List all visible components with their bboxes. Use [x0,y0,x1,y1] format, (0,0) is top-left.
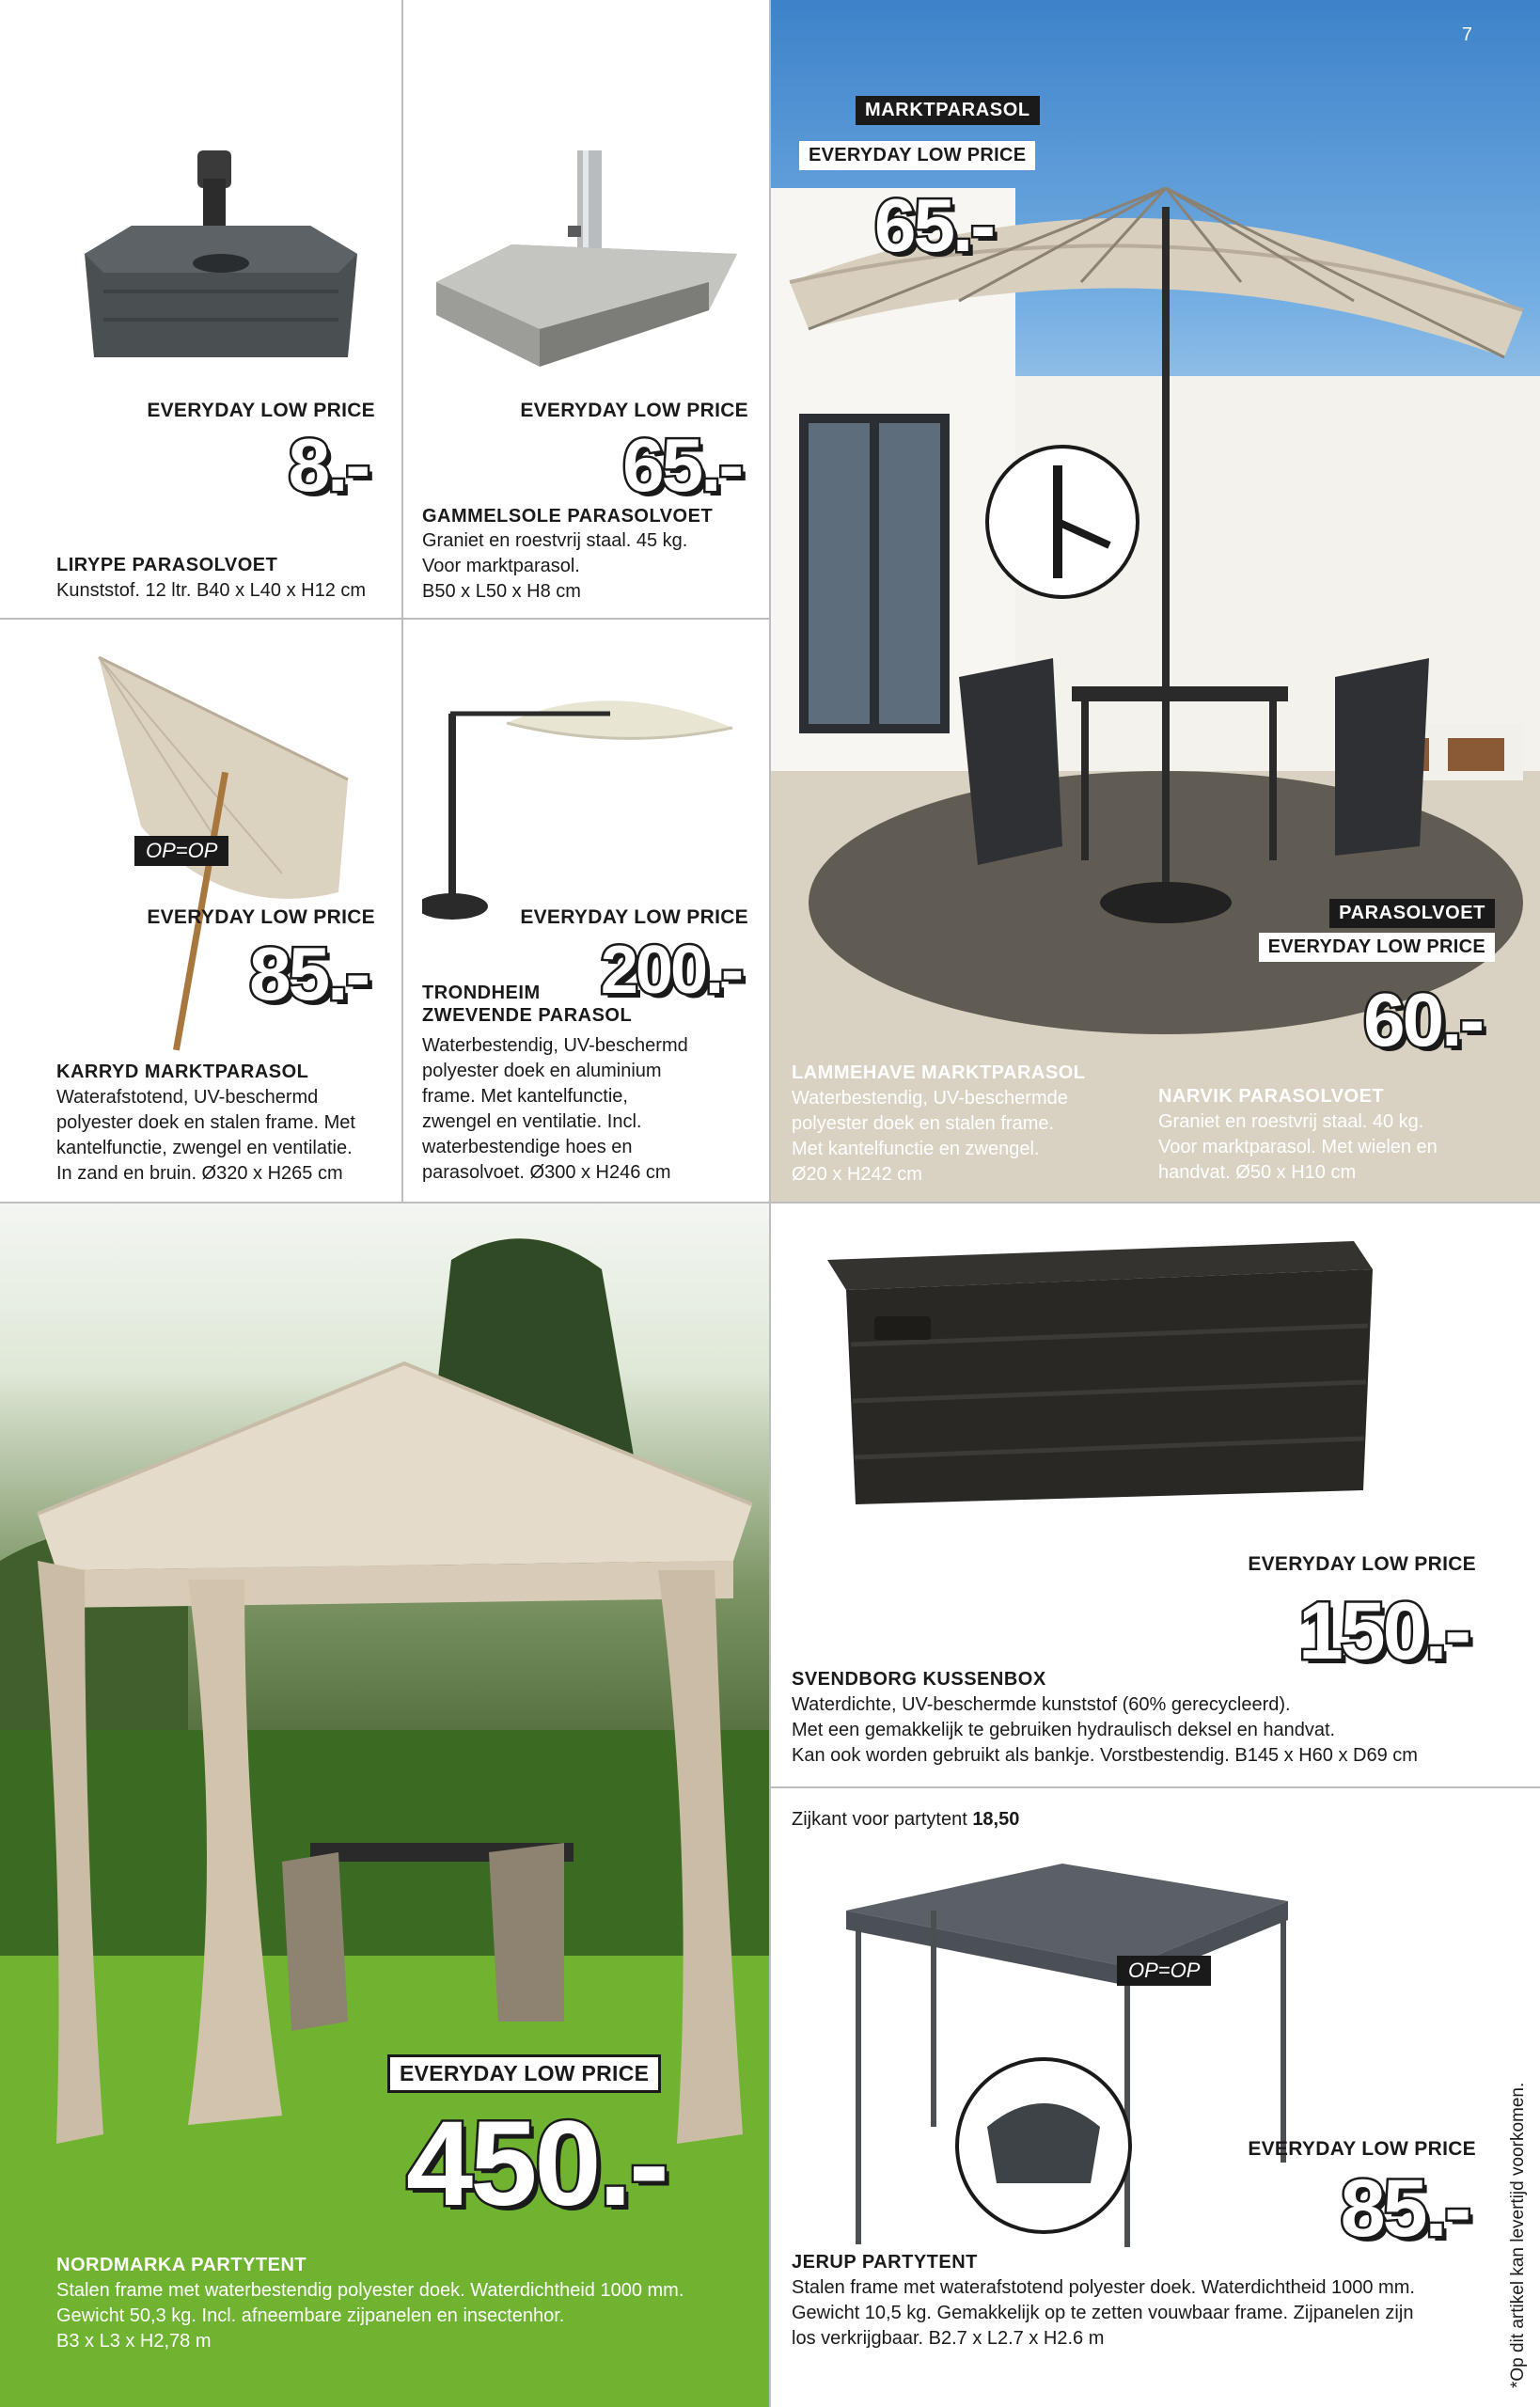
product-narvik[interactable] [1147,893,1540,1202]
product-name: GAMMELSOLE PARASOLVOET [422,506,714,527]
price: 65.- [622,423,741,507]
product-desc: Graniet en roestvrij staal. 40 kg. Voor marktparasol. Met wielen en handvat. Ø50 x H10 cm [1158,1111,1438,1183]
product-name: NARVIK PARASOLVOET [1158,1086,1385,1107]
elp-label: EVERYDAY LOW PRICE [147,906,375,928]
product-desc: Waterafstotend, UV-beschermd polyester doek en stalen frame. Met kantelfunctie, zwengel en ventilatie. In zand en bruin. Ø320 x H265 cm [56,1087,355,1184]
category-tag: MARKTPARASOL [856,96,1040,125]
price: 8.- [288,423,368,507]
product-name: JERUP PARTYTENT [792,2252,978,2273]
product-name: LAMMEHAVE MARKTPARASOL [792,1062,1086,1083]
product-desc: Waterbestendig, UV-beschermd polyester doek en aluminium frame. Met kantelfunctie, zwengel en ventilatie. Incl. waterbestendige hoes en parasolvoet. Ø300 x H246 cm [422,1035,688,1183]
elp-label: EVERYDAY LOW PRICE [799,141,1035,170]
page-number: 7 [1461,24,1472,45]
price: 85.- [249,932,368,1015]
cushion-box-image [827,1232,1391,1514]
category-tag: PARASOLVOET [1329,899,1495,928]
product-desc: Waterdichte, UV-beschermde kunststof (60% gerecycleerd). Met een gemakkelijk te gebruiken hydraulisch deksel en handvat. Kan ook worden gebruikt als bankje. Vorstbestendig. B145 x H60 x D69 cm [792,1694,1418,1766]
product-name: LIRYPE PARASOLVOET [56,555,278,575]
price: 150.- [1297,1586,1469,1676]
parasol-base-plastic-image [66,141,376,376]
elp-label: EVERYDAY LOW PRICE [387,2054,661,2093]
party-tent-image [846,1845,1297,2249]
price: 60.- [1363,978,1482,1062]
price: 450.- [406,2097,667,2231]
cantilever-parasol-image [422,676,751,930]
op-op-badge: OP=OP [1117,1956,1211,1986]
product-name: SVENDBORG KUSSENBOX [792,1669,1046,1690]
product-desc: Kunststof. 12 ltr. B40 x L40 x H12 cm [56,580,367,601]
op-op-badge: OP=OP [134,836,228,866]
product-desc: Stalen frame met waterbestendig polyester doek. Waterdichtheid 1000 mm. Gewicht 50,3 kg. Incl. afneembare zijpanelen en insectenhor. B3 x L3 x H2,78 m [56,2280,684,2352]
product-lirype[interactable] [0,0,401,618]
product-desc: Graniet en roestvrij staal. 45 kg. Voor marktparasol. B50 x L50 x H8 cm [422,530,688,602]
price: 85.- [1340,2163,1469,2254]
product-desc: Stalen frame met waterafstotend polyester doek. Waterdichtheid 1000 mm. Gewicht 10,5 kg. Gemakkelijk op te zetten vouwbaar frame. Zijpanelen zijn los verkrijgbaar. B2.7 x L2.7 x H2.6 m [792,2277,1415,2349]
elp-label: EVERYDAY LOW PRICE [520,400,748,421]
product-nordmarka[interactable] [0,1204,769,2407]
footnote: *Op dit artikel kan levertijd voorkomen. [1508,2082,1528,2388]
granite-base-image [427,141,751,376]
product-name: TRONDHEIM ZWEVENDE PARASOL [422,983,633,1026]
elp-label: EVERYDAY LOW PRICE [520,906,748,928]
elp-label: EVERYDAY LOW PRICE [1248,2138,1476,2160]
price: 65.- [874,183,993,267]
elp-label: EVERYDAY LOW PRICE [147,400,375,421]
product-desc: Waterbestendig, UV-beschermde polyester doek en stalen frame. Met kantelfunctie en zwengel. Ø20 x H242 cm [792,1088,1068,1185]
product-name: NORDMARKA PARTYTENT [56,2255,307,2275]
product-karryd[interactable] [0,620,401,1202]
product-svendborg[interactable] [771,1204,1540,1786]
elp-label: EVERYDAY LOW PRICE [1248,1553,1476,1575]
product-jerup[interactable] [771,1788,1495,2407]
product-gammelsole[interactable] [403,0,769,618]
elp-label: EVERYDAY LOW PRICE [1259,933,1495,962]
product-name: KARRYD MARKTPARASOL [56,1062,309,1082]
price: 200.- [600,933,741,1008]
side-panel-note: Zijkant voor partytent 18,50 [792,1809,1020,1830]
product-trondheim[interactable] [403,620,769,1202]
